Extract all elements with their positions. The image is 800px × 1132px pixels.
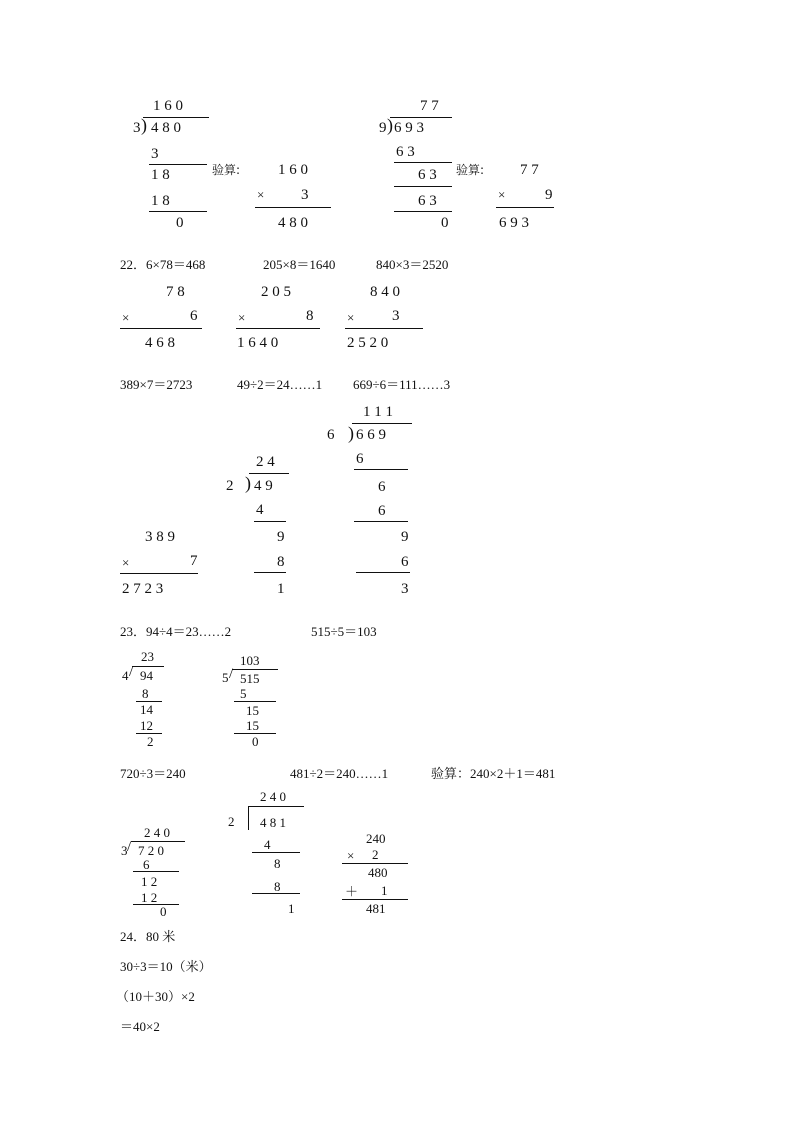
quotient: 103: [240, 653, 260, 668]
step: 8: [274, 856, 281, 871]
factor: 9: [545, 187, 553, 203]
equation: 669÷6＝111……3: [353, 377, 451, 392]
plus-sign: ＋: [345, 884, 359, 899]
equation: 481÷2＝240……1: [290, 766, 389, 781]
factor: 2: [372, 847, 379, 862]
times-sign: ×: [122, 310, 130, 325]
step-line: [234, 701, 276, 702]
division-bracket: /: [127, 839, 132, 855]
step-line: [394, 162, 452, 163]
solution-line: 30÷3＝10（米）: [120, 959, 212, 974]
factor: 7: [190, 553, 198, 569]
division-bar: [232, 669, 278, 670]
factor: 3: [392, 308, 400, 324]
product: 6 9 3: [499, 215, 529, 231]
step-line: [252, 893, 300, 894]
step: 8: [274, 879, 281, 894]
division-bracket: ): [387, 115, 393, 135]
product: 1 6 4 0: [237, 335, 279, 351]
step: 9: [277, 529, 285, 545]
check-label: 验算:: [456, 163, 485, 177]
step: 1 8: [151, 167, 170, 183]
remainder: 0: [441, 215, 449, 231]
dividend: 4 8 1: [260, 815, 286, 830]
remainder: 2: [147, 734, 154, 749]
result-line: [120, 573, 198, 574]
division-bracket: ): [245, 473, 251, 493]
step: 9: [401, 529, 409, 545]
equation: 23．94÷4＝23……2: [120, 624, 232, 639]
factor: 6: [190, 308, 198, 324]
dividend: 4 9: [254, 478, 273, 494]
factor: 3 8 9: [145, 529, 175, 545]
product: 480: [368, 865, 388, 880]
check-label: 验算:: [212, 163, 241, 177]
factor: 8 4 0: [370, 284, 400, 300]
divisor: 9: [379, 120, 387, 136]
dividend: 515: [240, 671, 260, 686]
remainder: 1: [288, 901, 295, 916]
division-bar: [352, 423, 412, 424]
product: 4 6 8: [145, 335, 175, 351]
factor: 3: [301, 187, 309, 203]
result-line: [120, 328, 202, 329]
dividend: 6 6 9: [356, 427, 386, 443]
divisor: 2: [228, 814, 235, 829]
factor: 8: [306, 308, 314, 324]
sum: 481: [366, 901, 386, 916]
step-line: [252, 852, 300, 853]
result-line: [345, 328, 423, 329]
step: 4: [256, 502, 264, 518]
division-bar: [132, 666, 164, 667]
times-sign: ×: [257, 187, 265, 202]
step: 15: [246, 703, 259, 718]
step: 6: [378, 503, 386, 519]
equation: 205×8＝1640: [263, 257, 336, 272]
division-bracket: ): [141, 115, 147, 135]
step: 1 2: [141, 890, 158, 905]
quotient: 2 4: [256, 454, 275, 470]
times-sign: ×: [347, 310, 355, 325]
step: 8: [142, 686, 149, 701]
quotient: 1 1 1: [363, 404, 393, 420]
step: 8: [277, 554, 285, 570]
step-line: [149, 211, 207, 212]
step: 14: [140, 702, 153, 717]
division-bar: [390, 117, 452, 118]
factor: 1 6 0: [278, 162, 308, 178]
result-line: [255, 207, 331, 208]
step-line: [133, 904, 179, 905]
step: 6: [356, 451, 364, 467]
quotient: 2 4 0: [260, 789, 286, 804]
check-equation: 验算：240×2＋1＝481: [431, 766, 556, 781]
factor: 2 0 5: [261, 284, 291, 300]
result-line: [236, 328, 320, 329]
division-bar: [248, 806, 304, 807]
step-line: [149, 164, 207, 165]
step: 12: [140, 718, 153, 733]
step: 4: [264, 837, 271, 852]
times-sign: ×: [238, 310, 246, 325]
quotient: 23: [141, 649, 154, 664]
divisor: 4: [122, 668, 129, 683]
step-line: [254, 572, 286, 573]
step-line: [354, 521, 408, 522]
times-sign: ×: [347, 848, 355, 863]
division-bracket: /: [129, 664, 134, 680]
solution-line: （10＋30）×2: [116, 989, 195, 1004]
step-line: [133, 871, 179, 872]
equation: 22．6×78＝468: [120, 257, 206, 272]
product: 4 8 0: [278, 215, 308, 231]
step-line: [354, 469, 408, 470]
equation: 840×3＝2520: [376, 257, 449, 272]
equation: 49÷2＝24……1: [237, 377, 323, 392]
remainder: 0: [252, 734, 259, 749]
remainder: 0: [176, 215, 184, 231]
step: 1 2: [141, 874, 158, 889]
division-bracket: [248, 806, 249, 830]
quotient: 7 7: [420, 98, 439, 114]
step-line: [394, 186, 452, 187]
equation: 515÷5＝103: [311, 624, 377, 639]
step: 6: [378, 479, 386, 495]
division-bar: [131, 841, 185, 842]
divisor: 6: [327, 427, 335, 443]
divisor: 2: [226, 478, 234, 494]
step: 6 3: [418, 167, 437, 183]
result-line: [496, 207, 554, 208]
factor: 7 8: [166, 284, 185, 300]
result-line: [342, 863, 408, 864]
division-bar: [249, 473, 289, 474]
times-sign: ×: [498, 187, 506, 202]
step-line: [394, 211, 452, 212]
addend: 1: [381, 883, 388, 898]
step: 1 8: [151, 193, 170, 209]
quotient: 1 6 0: [153, 98, 183, 114]
step: 5: [240, 686, 247, 701]
remainder: 3: [401, 581, 409, 597]
answer-line: 24．80 米: [120, 929, 176, 944]
solution-line: ＝40×2: [120, 1019, 160, 1034]
remainder: 1: [277, 581, 285, 597]
division-bar: [143, 117, 209, 118]
product: 2 7 2 3: [122, 581, 164, 597]
times-sign: ×: [122, 555, 130, 570]
factor: 7 7: [520, 162, 539, 178]
equation: 720÷3＝240: [120, 766, 186, 781]
divisor: 3: [133, 120, 141, 136]
step: 15: [246, 718, 259, 733]
step-line: [356, 572, 410, 573]
step-line: [254, 521, 286, 522]
dividend: 6 9 3: [394, 120, 424, 136]
step: 3: [151, 146, 159, 162]
equation: 389×7＝2723: [120, 377, 193, 392]
remainder: 0: [160, 904, 167, 919]
dividend: 7 2 0: [138, 843, 164, 858]
step: 6 3: [418, 193, 437, 209]
factor: 240: [366, 831, 386, 846]
divisor: 3: [121, 843, 128, 858]
division-bracket: /: [229, 666, 234, 682]
step: 6: [401, 554, 409, 570]
product: 2 5 2 0: [347, 335, 389, 351]
step: 6 3: [396, 144, 415, 160]
division-bracket: ): [348, 423, 354, 443]
quotient: 2 4 0: [144, 825, 170, 840]
divisor: 5: [222, 670, 229, 685]
dividend: 4 8 0: [151, 120, 181, 136]
result-line: [342, 899, 408, 900]
step: 6: [143, 857, 150, 872]
dividend: 94: [140, 668, 153, 683]
